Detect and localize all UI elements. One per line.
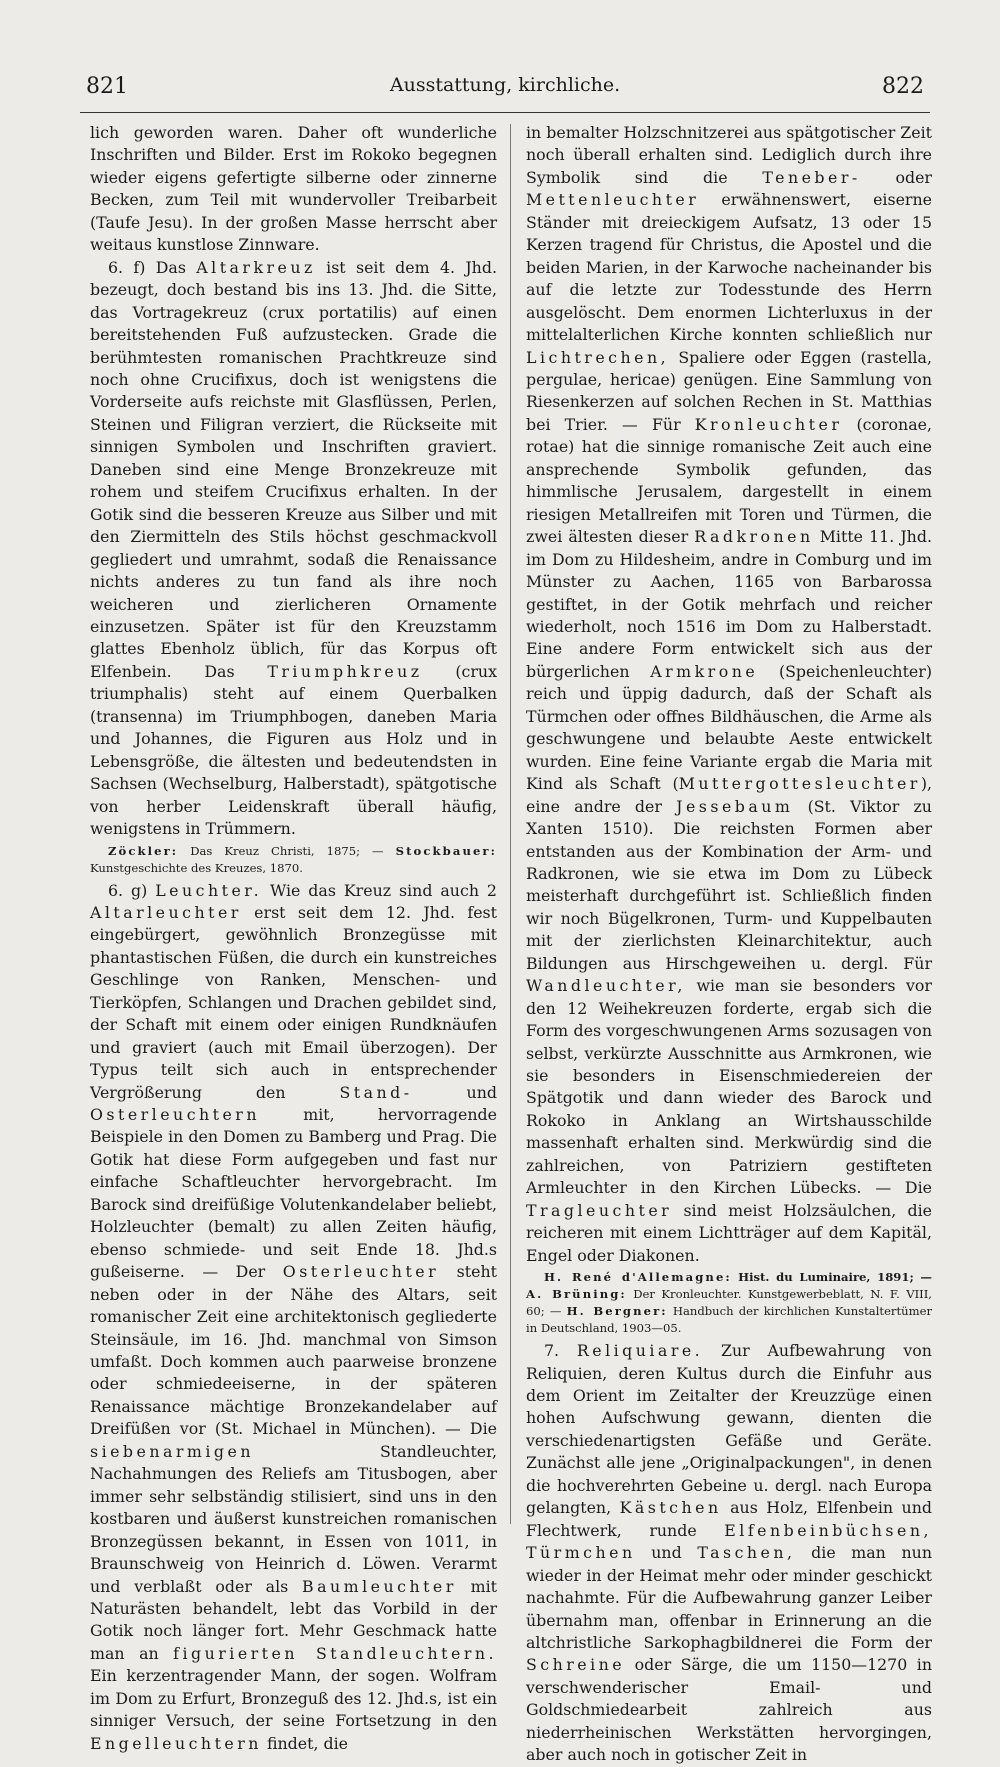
keyword-baumleuchter: Baumleuchter bbox=[302, 1576, 457, 1596]
lit-author: H. René d'Allemagne: bbox=[544, 1270, 732, 1285]
keyword-radkronen: Radkronen bbox=[694, 527, 814, 547]
text-span: ist seit dem 4. Jhd. bezeugt, doch bestand bis ins 13. Jhd. die Sitte, das Vortragekreuz (crux portatilis) auf einen bereitstehenden Fuß aufzustecken. Grade die berühmtesten romanischen Prachtkreuze sind noch ohne Crucifixus, doch ist wenigstens die Vorderseite aufs reichste mit Glasflüssen, Perlen, Steinen und Filigran verziert, die Rückseite mit sinnigen Symbolen und Inschriften graviert. Daneben sind eine Menge Bronzekreuze mit rohem und steifem Crucifixus erhalten. In der Gotik sind die besseren Kreuze aus Silber und mit den Ziermitteln des Stils höchst geschmackvoll gegliedert und umrahmt, sodaß die Renaissance nichts anderes zu tun fand als ihre noch weicheren und zierlicheren Ornamente einzusetzen. Später ist für den Kreuzstamm glattes Ebenholz üblich, für das Korpus oft Elfenbein. Das bbox=[90, 257, 497, 681]
text-span: Standleuchter, Nachahmungen des Reliefs am Titusbogen, aber immer sehr selbständig stilisiert, sind uns in den kostbaren und äußerst kunstreichen romanischen Bronzegüssen bekannt, in Essen von 1011, in Braunschweig von Heinrich d. Löwen. Verarmt und verblaßt oder als bbox=[90, 1441, 497, 1596]
column-divider bbox=[510, 124, 511, 1524]
right-column bbox=[526, 122, 932, 1767]
lit-text: Handbuch der kirchlichen Kunstaltertümer in Deutschland, 1903—05. bbox=[526, 1304, 932, 1336]
text-span: (Speichenleuchter) reich und üppig dadurch, daß der Schaft als Türmchen oder offnes Bildhäuschen, die Arme als geschwungene und belaubte Aeste entwickelt wurden. Eine feine Variante ergab die Maria mit Kind als Schaft ( bbox=[526, 661, 932, 794]
paragraph-altar-cross bbox=[90, 257, 497, 841]
keyword-taschen: Taschen, bbox=[697, 1543, 796, 1563]
text-span: in bemalter Holzschnitzerei aus spätgotischer Zeit noch überall erhalten sind. Lediglich durch ihre Symbolik sind die bbox=[526, 123, 932, 187]
text-span: Spaliere oder Eggen (rastella, pergulae, hericae) genügen. Eine Sammlung von Riesenkerzen auf solchen Rechen in St. Matthias bei Trier. — Für bbox=[526, 347, 932, 434]
text-span: und bbox=[651, 1543, 682, 1563]
keyword-muttergottesleuchter: Muttergottesleuchter bbox=[678, 774, 921, 794]
text-span: aus Holz, Elfenbein und Flechtwerk, runde bbox=[526, 1498, 933, 1540]
keyword-jessebaum: Jessebaum bbox=[676, 796, 794, 816]
keyword-engelleuchtern: Engelleuchtern bbox=[90, 1733, 262, 1753]
text-span: (crux triumphalis) steht auf einem Querbalken (transenna) im Triumphbogen, daneben Maria und Johannes, die Figuren aus Holz und in Lebensgröße, die ältesten und bedeutendsten in Sachsen (Wechselburg, Halberstadt), spätgotische von herber Leidenskraft überall häufig, wenigstens in Trümmern. bbox=[90, 661, 498, 839]
text-span: Mitte 11. Jhd. im Dom zu Hildesheim, andre in Comburg und im Münster zu Aachen, 1165 von Barbarossa gestiftet, in der Gotik mehrfach und reicher wiederholt, noch 1516 im Dom zu Halberstadt. Eine andere Form entwickelt sich aus der bürgerlichen bbox=[526, 527, 932, 681]
paragraph-chandeliers bbox=[526, 122, 932, 1267]
text-span: erst seit dem 12. Jhd. fest eingebürgert, gewöhnlich Bronzegüsse mit phantastischen Füßen, die durch ein kunstreiches Geschlinge von Ranken, Menschen- und Tierköpfen, Schlangen und Drachen gebildet sind, der Schaft mit einem oder einigen Rundknäufen und graviert (auch mit Email überzogen). Der Typus teilt sich auch in entsprechender Vergrößerung den bbox=[90, 902, 497, 1102]
section-number: 6. g) bbox=[108, 880, 148, 900]
keyword-kronleuchter: Kronleuchter bbox=[694, 414, 843, 434]
text-span: steht neben oder in der Nähe des Altars, seit romanischer Zeit eine architektonisch gegliederte Steinsäule, im 16. Jhd. manchmal von Simson umfaßt. Doch kommen auch paarweise bronzene oder schmiedeeiserne, in der späteren Renaissance mächtige Bronzekandelaber auf Dreifüßen vor (St. Michael in München). — Die bbox=[90, 1262, 497, 1439]
lit-author: H. Bergner: bbox=[566, 1304, 668, 1319]
text-span: erwähnenswert, eiserne Ständer mit dreieckigem Aufsatz, 13 oder 15 Kerzen tragend für Christus, die Apostel und die beiden Marien, in der Karwoche nacheinander bis auf die letzte zur Todesstunde des Herrn ausgelöscht. Dem enormen Lichterluxus in der mittelalterlichen Kirche konnten schließlich nur bbox=[526, 190, 932, 345]
header-rule bbox=[80, 112, 930, 113]
section-number: 7. bbox=[544, 1341, 560, 1361]
keyword-tragleuchter: Tragleuchter bbox=[526, 1200, 673, 1220]
text-span: Ein kerzentragender Mann, der sogen. Wolfram im Dom zu Erfurt, Bronzeguß des 12. Jhd.s, ist ein sinniger Versuch, der seine Fortsetzung in den bbox=[90, 1666, 497, 1731]
running-header bbox=[86, 74, 924, 114]
text-span: (St. Viktor zu Xanten 1510). Die reichsten Formen aber entstanden aus der Kombination der Arm- und Radkronen, wie sie etwa im Dom zu Lübeck meisterhaft durchgeführt ist. Schließlich finden wir noch Bügelkronen, Turm- und Kuppelbauten mit der zierlichsten Kleinarchitektur, auch Bildungen aus Hirschgeweihen u. dergl. Für bbox=[526, 796, 932, 973]
left-column bbox=[90, 122, 497, 1755]
paragraph-candlesticks bbox=[90, 880, 497, 1756]
keyword-elfenbeinbuechsen: Elfenbeinbüchsen, Türmchen bbox=[526, 1520, 932, 1563]
lit-author: Zöckler: bbox=[108, 843, 179, 858]
literature-reference-crosses bbox=[90, 843, 497, 877]
lit-text: Kunstgeschichte des Kreuzes, 1870. bbox=[90, 860, 303, 875]
text-span: ), eine andre der bbox=[526, 774, 932, 816]
paragraph-reliquaries bbox=[526, 1340, 932, 1767]
text-span: mit Naturästen behandelt, lebt das Vorbild in der Gotik noch länger fort. Mehr Geschmack hatte man an bbox=[90, 1576, 497, 1663]
running-title: Ausstattung, kirchliche. bbox=[389, 74, 621, 96]
keyword-kaestchen: Kästchen bbox=[619, 1498, 722, 1518]
lit-text: Hist. du Luminaire, 1891; — bbox=[738, 1270, 933, 1285]
text-span: wie man sie besonders vor den 12 Weihekreuzen forderte, ergab sich die Form des vorgeschwungenen Arms sozusagen von selbst, verkürzte Ausschnitte aus Armkronen, wie sie besonders in Eisenschmiedereien der Spätgotik und dann wieder des Barock und Rokoko in Anklang an Wirtshausschilde massenhaft erhalten sind. Merkwürdig sind die zahlreichen, von Patriziern gestifteten Armleuchter in den Kirchen Lübecks. — Die bbox=[526, 976, 932, 1198]
text-span: Wie das Kreuz sind auch 2 bbox=[270, 880, 497, 900]
keyword-teneber: Teneber- bbox=[762, 167, 861, 187]
left-page-number: 821 bbox=[86, 74, 128, 99]
text-span: die man nun wieder in der Heimat mehr oder minder geschickt nachahmte. Für die Aufbewahrung ganzer Leiber übernahm man, offenbar in Erinnerung an die altchristliche Sarkophagbildnerei die Form der bbox=[526, 1543, 932, 1652]
text-span: sind meist Holzsäulchen, die reicheren mit einem Lichtträger auf dem Kapitäl, Engel oder Diakonen. bbox=[526, 1200, 932, 1265]
lit-author: A. Brüning: bbox=[526, 1287, 627, 1302]
right-page-number: 822 bbox=[882, 74, 924, 99]
lit-text: Das Kreuz Christi, 1875; — bbox=[190, 843, 384, 858]
keyword-wandleuchter: Wandleuchter, bbox=[526, 976, 686, 996]
lit-text: Der Kronleuchter. Kunstgewerbeblatt, N. F. VIII, 60; — bbox=[526, 1287, 932, 1319]
keyword-schreine: Schreine bbox=[526, 1655, 626, 1675]
keyword-mettenleuchter: Mettenleuchter bbox=[526, 190, 700, 210]
keyword-siebenarmigen: siebenarmigen bbox=[90, 1441, 254, 1461]
text-span: (coronae, rotae) hat die sinnige romanische Zeit auch eine ansprechende Symbolik gefunden, das himmlische Jerusalem, dargestellt in einem riesigen Metallreifen mit Toren und Türmen, die zwei ältesten dieser bbox=[526, 414, 932, 547]
keyword-altarkreuz: Altarkreuz bbox=[196, 257, 316, 277]
text-span: findet, die bbox=[266, 1733, 349, 1753]
keyword-osterleuchter: Osterleuchter bbox=[282, 1262, 440, 1282]
section-number: 6. f) Das bbox=[108, 257, 186, 277]
text-span: und bbox=[466, 1082, 497, 1102]
paragraph-baptism-vessels: lich geworden waren. Daher oft wunderliche Inschriften und Bilder. Erst im Rokoko begegnen wieder eigens gefertigte silberne oder zinnerne Becken, zum Teil mit wundervoller Treibarbeit (Taufe Jesu). In der großen Masse herrscht aber weitaus kunstlose Zinnware. bbox=[90, 123, 497, 255]
keyword-reliquiare: Reliquiare. bbox=[576, 1341, 704, 1361]
keyword-triumphkreuz: Triumphkreuz bbox=[267, 661, 423, 681]
keyword-armkrone: Armkrone bbox=[650, 661, 759, 681]
keyword-leuchter: Leuchter. bbox=[155, 880, 263, 900]
keyword-altarleuchter: Altarleuchter bbox=[90, 902, 242, 922]
keyword-lichtrechen: Lichtrechen, bbox=[526, 347, 670, 367]
text-span: Zur Aufbewahrung von Reliquien, deren Kultus durch die Einfuhr aus dem Orient im Zeitalter der Kreuzzüge einen hohen Aufschwung gewann, dienten die verschiedenartigsten Gefäße und Geräte. Zunächst alle jene „Originalpackungen", in denen die hochverehrten Gebeine u. dergl. nach Europa gelangten, bbox=[526, 1341, 932, 1518]
lit-author: Stockbauer: bbox=[395, 843, 497, 858]
keyword-figurierten-standleuchtern: figurierten Standleuchtern. bbox=[173, 1643, 497, 1663]
text-span: oder Särge, die um 1150—1270 in verschwenderischer Email- und Goldschmiedearbeit zahlreich aus niederrheinischen Werkstätten hervorgingen, aber auch noch in gotischer Zeit in bbox=[526, 1655, 932, 1765]
keyword-stand: Stand- bbox=[339, 1082, 413, 1102]
literature-reference-lighting bbox=[526, 1269, 932, 1337]
text-span: oder bbox=[895, 167, 932, 187]
text-span: mit, hervorragende Beispiele in den Domen zu Bamberg und Prag. Die Gotik hat diese Form aufgegeben und fast nur einfache Schaftleuchter hervorgebracht. Im Barock sind dreifüßige Volutenkandelaber beliebt, Holzleuchter (bemalt) zu allen Zeiten häufig, ebenso schmiede- und seit Ende 18. Jhd.s gußeiserne. — Der bbox=[90, 1105, 497, 1282]
keyword-osterleuchtern: Osterleuchtern bbox=[90, 1105, 260, 1125]
